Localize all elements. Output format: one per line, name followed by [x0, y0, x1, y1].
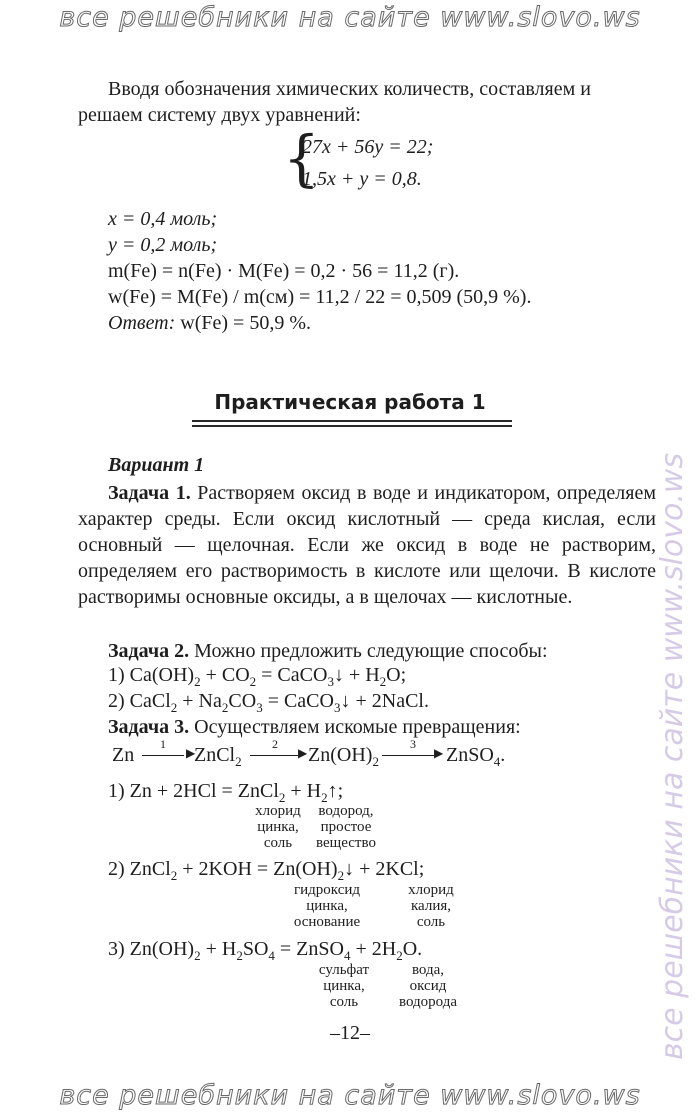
note-potassium-chloride: хлорид калия, соль — [408, 882, 454, 930]
chain-zncl2: ZnCl$_2$ — [194, 744, 242, 769]
chain-arrow-2 — [250, 755, 298, 756]
variant-heading: Вариант 1 — [108, 454, 205, 476]
chain-arrow-1 — [142, 755, 184, 756]
section-title: Практическая работа 1 — [214, 390, 486, 414]
answer-label: Ответ: — [108, 312, 176, 334]
page-number: –12– — [330, 1022, 370, 1044]
system-brace: { — [283, 122, 320, 194]
task-3-reaction-3: 3) $Zn(OH)_2 + H_2SO_4$ = ZnSO$_4$ + $2H_2O$. — [108, 938, 423, 963]
watermark-top: все решебники на сайте www.slovo.ws — [59, 2, 641, 33]
task-2-text: Можно предложить следующие способы: — [189, 640, 548, 662]
chain-arrow-3-head: ▶ — [434, 746, 444, 760]
result-mass: m(Fe) = n(Fe) · M(Fe) = 0,2 · 56 = 11,2 (г). — [108, 260, 460, 282]
answer-value: w(Fe) = 50,9 %. — [175, 312, 311, 334]
task-3-reaction-1: 1) Zn + 2HCl = ZnCl$_2$ + $H_2↑$; — [108, 780, 344, 805]
result-x: x = 0,4 моль; — [108, 208, 218, 230]
task-2-reaction-1: 1) $Ca(OH)_2 + CO_2$ = CaCO$_3$↓ + $H_2O$; — [108, 664, 407, 689]
intro-line-2: решаем систему двух уравнений: — [78, 104, 361, 126]
note-zinc-chloride: хлорид цинка, соль — [255, 803, 301, 851]
task-3-label: Задача 3. — [108, 716, 190, 738]
note-hydrogen: водород, простое вещество — [316, 803, 376, 851]
chain-step-3: 3 — [410, 737, 416, 751]
system-eq-2: 1,5x + y = 0,8. — [302, 168, 422, 190]
task-2-reaction-2: 2) CaCl$_2$ + $Na_2CO_3$ = CaCO$_3$↓ + 2NaCl. — [108, 690, 429, 715]
chain-arrow-2-head: ▶ — [298, 746, 308, 760]
note-zinc-hydroxide: гидроксид цинка, основание — [293, 882, 361, 930]
title-rule-2 — [192, 425, 512, 427]
task-3-reaction-2: 2) ZnCl$_2$ + $2KOH = Zn(OH)_2↓ + 2KCl$; — [108, 858, 425, 883]
task-1-label: Задача 1. — [108, 482, 191, 504]
task-2-label: Задача 2. — [108, 640, 190, 662]
note-zinc-sulfate: сульфат цинка, соль — [318, 962, 370, 1010]
task-1-text: Растворяем оксид в воде и индикатором, определяем характер среды. Если оксид кислотный — среда кислая, если основный — щелочная. Если же оксид в воде не растворим, определяем его растворимость в кислоте или щелочи. В кислоте растворимы основные оксиды, а в щелочах — кислотные. — [78, 482, 656, 608]
task-2 — [108, 638, 548, 664]
note-water: вода, оксид водорода — [398, 962, 458, 1010]
chain-step-1: 1 — [160, 737, 166, 751]
task-3-text: Осуществляем искомые превращения: — [189, 716, 521, 738]
chain-step-2: 2 — [272, 737, 278, 751]
result-y: y = 0,2 моль; — [108, 234, 218, 256]
title-rule-1 — [192, 420, 512, 422]
chain-arrow-3 — [382, 755, 434, 756]
result-fraction: w(Fe) = M(Fe) / m(см) = 11,2 / 22 = 0,509 (50,9 %). — [108, 286, 532, 308]
chain-znso4: ZnSO$_4$. — [446, 744, 506, 769]
system-eq-1: 27x + 56y = 22; — [302, 136, 434, 158]
chain-zn: Zn — [112, 744, 135, 766]
chain-znoh2: $Zn(OH)_2$ — [308, 744, 379, 769]
answer — [108, 310, 311, 336]
watermark-bottom: все решебники на сайте www.slovo.ws — [59, 1080, 641, 1111]
chain-arrow-1-head: ▶ — [186, 746, 196, 760]
task-3 — [108, 714, 521, 740]
task-1 — [78, 480, 656, 610]
watermark-side: все решебники на сайте www.slovo.ws — [655, 452, 690, 1060]
intro-line-1: Вводя обозначения химических количеств, составляем и — [108, 78, 591, 100]
